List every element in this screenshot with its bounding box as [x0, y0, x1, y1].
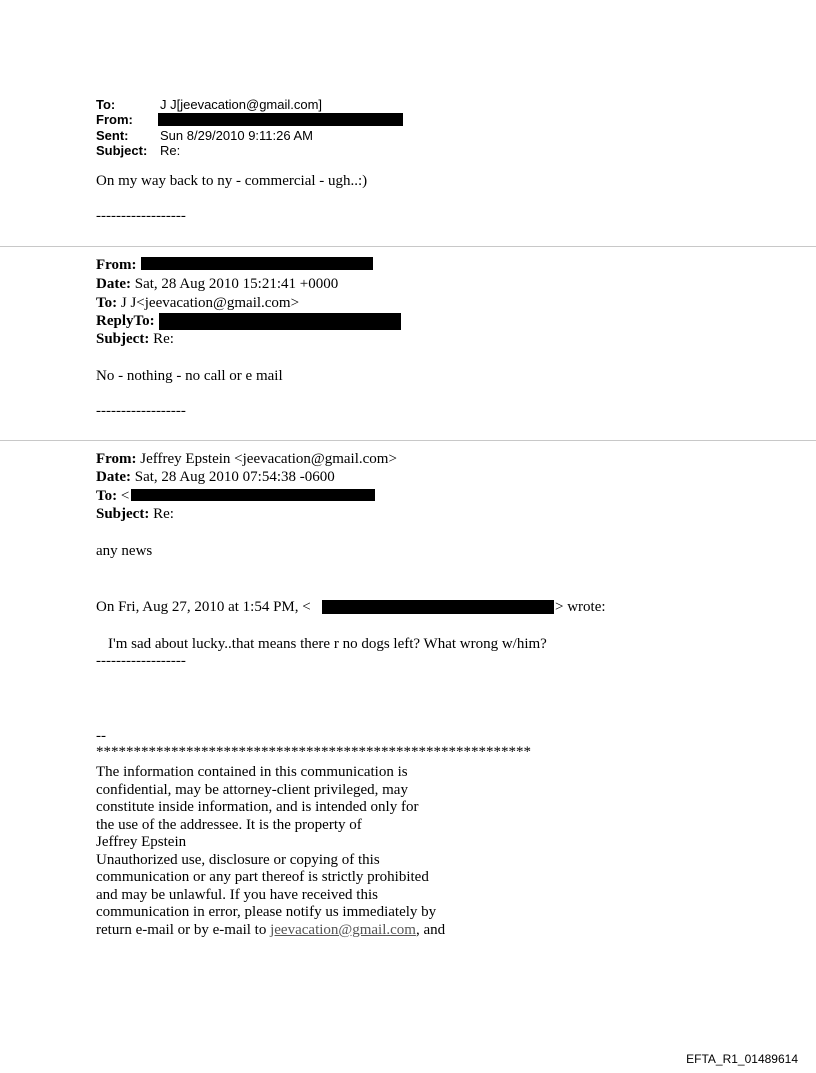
disclaimer-line: Jeffrey Epstein	[96, 834, 187, 850]
sent-value: Sun 8/29/2010 9:11:26 AM	[160, 128, 313, 143]
msg2-replyto-row	[96, 313, 155, 330]
msg2-date-value: Sat, 28 Aug 2010 15:21:41 +0000	[134, 276, 339, 292]
to-value: J J[jeevacation@gmail.com]	[160, 97, 323, 112]
redaction-bar	[158, 113, 403, 126]
disclaimer-line: communication in error, please notify us immediately by	[96, 904, 437, 920]
disclaimer-text: return e-mail or by e-mail to	[96, 921, 271, 938]
disclaimer-line: communication or any part thereof is strictly prohibited	[96, 869, 429, 885]
msg3-date-label: Date:	[96, 469, 131, 485]
disclaimer-line: and may be unlawful. If you have received this	[96, 886, 378, 903]
disclaimer-text: , and	[415, 921, 446, 938]
msg3-from-row	[96, 451, 397, 468]
disclaimer	[96, 764, 445, 939]
to-label: To:	[96, 97, 116, 112]
msg2-subject-label: Subject:	[96, 331, 150, 347]
message-body: On my way back to ny - commercial - ugh..:)	[96, 173, 368, 189]
quote-prefix: On Fri, Aug 27, 2010 at 1:54 PM, <	[96, 599, 311, 615]
msg2-from-label: From:	[96, 257, 137, 273]
message-body: No - nothing - no call or e mail	[96, 368, 283, 384]
msg2-replyto-label: ReplyTo:	[96, 313, 155, 329]
msg2-to-row	[96, 295, 299, 312]
msg3-subject-label: Subject:	[96, 506, 150, 522]
msg2-to-label: To:	[96, 295, 118, 311]
signature-stars: **********************************************************	[96, 744, 531, 760]
signature-dashes: --	[96, 728, 106, 744]
msg3-to-value: <	[120, 488, 130, 504]
msg3-date-value: Sat, 28 Aug 2010 07:54:38 -0600	[134, 469, 335, 485]
document-id: EFTA_R1_01489614	[686, 1052, 798, 1066]
msg2-to-value: J J<jeevacation@gmail.com>	[120, 295, 300, 311]
disclaimer-line: confidential, may be attorney-client privileged, may	[96, 781, 408, 798]
msg3-date-row	[96, 469, 335, 486]
msg2-date-row	[96, 276, 338, 293]
quoted-text: I'm sad about lucky..that means there r no dogs left? What wrong w/him?	[108, 636, 547, 652]
divider	[0, 246, 816, 247]
msg3-from-value: Jeffrey Epstein <jeevacation@gmail.com>	[140, 451, 397, 467]
quote-suffix: > wrote:	[555, 599, 606, 615]
sent-label: Sent:	[96, 128, 129, 143]
msg3-subject-value: Re:	[153, 506, 174, 522]
disclaimer-line: constitute inside information, and is intended only for	[96, 799, 419, 815]
disclaimer-line: the use of the addressee. It is the property of	[96, 816, 362, 833]
msg3-to-label: To:	[96, 488, 118, 504]
msg2-subject-value: Re:	[153, 331, 174, 347]
disclaimer-line: Unauthorized use, disclosure or copying of this	[96, 851, 380, 868]
separator-line: ------------------	[96, 208, 186, 224]
separator-line: ------------------	[96, 653, 186, 669]
redaction-bar	[322, 600, 554, 614]
redaction-bar	[131, 489, 375, 501]
msg2-from-row	[96, 257, 137, 274]
msg3-to-row	[96, 488, 129, 505]
redaction-bar	[141, 257, 373, 270]
subject-label: Subject:	[96, 143, 148, 158]
message-body: any news	[96, 543, 153, 559]
redaction-bar	[159, 313, 401, 330]
separator-line: ------------------	[96, 403, 186, 419]
msg2-subject-row	[96, 331, 174, 348]
msg2-date-label: Date:	[96, 276, 131, 292]
disclaimer-last-line	[96, 922, 445, 940]
msg3-subject-row	[96, 506, 174, 523]
divider	[0, 440, 816, 441]
msg3-from-label: From:	[96, 451, 137, 467]
disclaimer-line: The information contained in this communication is	[96, 764, 408, 780]
email-link[interactable]: jeevacation@gmail.com	[270, 921, 416, 938]
subject-value: Re:	[160, 143, 181, 158]
from-label: From:	[96, 112, 133, 127]
